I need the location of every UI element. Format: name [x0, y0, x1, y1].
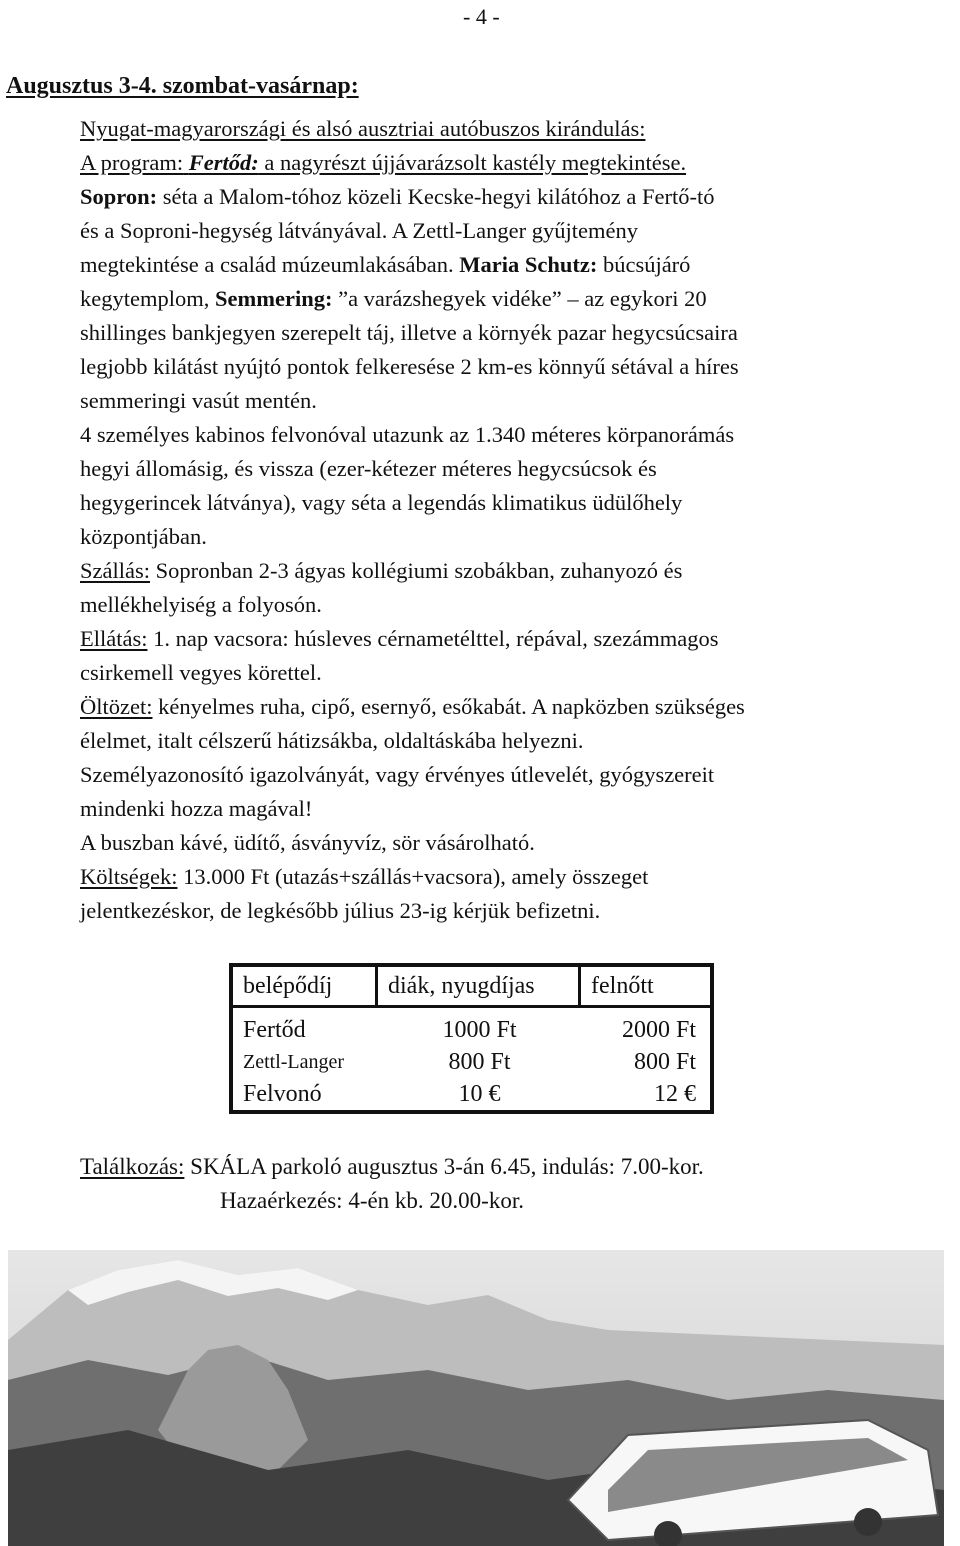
program-label: A program: [80, 150, 184, 175]
sopron-line-3 [80, 248, 958, 282]
documents-line-1: Személyazonosító igazolványát, vagy érvényes útlevelét, gyógyszereit [80, 762, 715, 787]
header-adult: felnőtt [581, 967, 710, 1008]
row-label: Felvonó [243, 1081, 322, 1107]
meeting-info [80, 1150, 704, 1218]
price-table-header [233, 967, 710, 1008]
adult-price: 12 € [654, 1081, 696, 1107]
maria-place: Maria Schutz: [459, 252, 598, 277]
maria-text: búcsújáró [597, 252, 691, 277]
meals-text: 1. nap vacsora: húsleves cérnametélttel, répával, szezámmagos [147, 626, 719, 651]
header-student-pensioner: diák, nyugdíjas [378, 967, 581, 1008]
costs-label: Költségek: [80, 864, 178, 889]
page-number: - 4 - [463, 4, 500, 29]
cable-car-line-1: 4 személyes kabinos felvonóval utazunk az 1.340 méteres körpanorámás [80, 422, 735, 447]
meeting-line-2: Hazaérkezés: 4-én kb. 20.00-kor. [220, 1188, 524, 1213]
student-price: 10 € [458, 1081, 501, 1107]
meals-line-1 [80, 622, 958, 656]
sopron-line-1 [80, 180, 958, 214]
sopron-text-3: megtekintése a család múzeumlakásában. [80, 252, 460, 277]
meals-label: Ellátás: [80, 626, 148, 651]
semmering-line-2: shillinges bankjegyen szerepelt táj, illetve a környék pazar hegycsúcsaira [80, 320, 738, 345]
accommodation-line-2: mellékhelyiség a folyosón. [80, 592, 322, 617]
semmering-text-1: ”a varázshegyek vidéke” – az egykori 20 [332, 286, 707, 311]
adult-price: 2000 Ft [621, 1017, 696, 1043]
clothing-text: kényelmes ruha, cipő, esernyő, esőkabát. A napközben szükséges [152, 694, 745, 719]
student-price: 1000 Ft [442, 1017, 517, 1043]
costs-line-1 [80, 860, 958, 894]
meeting-line-1 [80, 1150, 704, 1184]
adult-price: 800 Ft [633, 1049, 696, 1075]
row-label: Fertőd [243, 1017, 306, 1043]
documents-line-2: mindenki hozza magával! [80, 796, 313, 821]
program-line [80, 146, 958, 180]
clothing-label: Öltözet: [80, 694, 153, 719]
cable-car-line-4: központjában. [80, 524, 207, 549]
semmering-line-4: semmeringi vasút mentén. [80, 388, 317, 413]
program-place: Fertőd: [188, 150, 259, 175]
mountain-bus-photo [8, 1250, 944, 1546]
sopron-line-2: és a Soproni-hegység látványával. A Zettl-Langer gyűjtemény [80, 218, 638, 243]
costs-line-2: jelentkezéskor, de legkésőbb július 23-ig kérjük befizetni. [80, 898, 601, 923]
semmering-line-3: legjobb kilátást nyújtó pontok felkeresése 2 km-es könnyű sétával a híres [80, 354, 739, 379]
table-row [233, 1078, 710, 1110]
meeting-text: SKÁLA parkoló augusztus 3-án 6.45, indulás: 7.00-kor. [184, 1154, 704, 1179]
price-table [229, 963, 714, 1114]
accommodation-text: Sopronban 2-3 ágyas kollégiumi szobákban, zuhanyozó és [149, 558, 683, 583]
clothing-line-2: élelmet, italt célszerű hátizsákba, oldaltáskába helyezni. [80, 728, 584, 753]
semmering-line-1 [80, 282, 958, 316]
clothing-line-1 [80, 690, 958, 724]
meeting-label: Találkozás: [80, 1154, 185, 1179]
sopron-place: Sopron: [80, 184, 158, 209]
heading: Augusztus 3-4. szombat-vasárnap: [6, 73, 359, 99]
sopron-text-1: séta a Malom-tóhoz közeli Kecske-hegyi kilátóhoz a Fertő-tó [157, 184, 715, 209]
bus-note: A buszban kávé, üdítő, ásványvíz, sör vásárolható. [80, 830, 535, 855]
student-price: 800 Ft [448, 1049, 511, 1075]
accommodation-line-1 [80, 554, 958, 588]
header-entry-fee: belépődíj [233, 967, 378, 1008]
body-text [80, 112, 958, 928]
table-row [233, 1046, 710, 1078]
semmering-place: Semmering: [214, 286, 333, 311]
cable-car-line-2: hegyi állomásig, és vissza (ezer-kétezer méteres hegycsúcsok és [80, 456, 657, 481]
row-label: Zettl-Langer [243, 1051, 345, 1073]
program-text: a nagyrészt újjávarázsolt kastély megtekintése. [258, 150, 687, 175]
semmering-prefix: kegytemplom, [80, 286, 215, 311]
accommodation-label: Szállás: [80, 558, 150, 583]
costs-text: 13.000 Ft (utazás+szállás+vacsora), amely összeget [177, 864, 649, 889]
cable-car-line-3: hegygerincek látványa), vagy séta a legendás klimatikus üdülőhely [80, 490, 683, 515]
trip-title: Nyugat-magyarországi és alsó ausztriai autóbuszos kirándulás: [80, 116, 646, 141]
meals-line-2: csirkemell vegyes körettel. [80, 660, 322, 685]
table-row [233, 1008, 710, 1046]
